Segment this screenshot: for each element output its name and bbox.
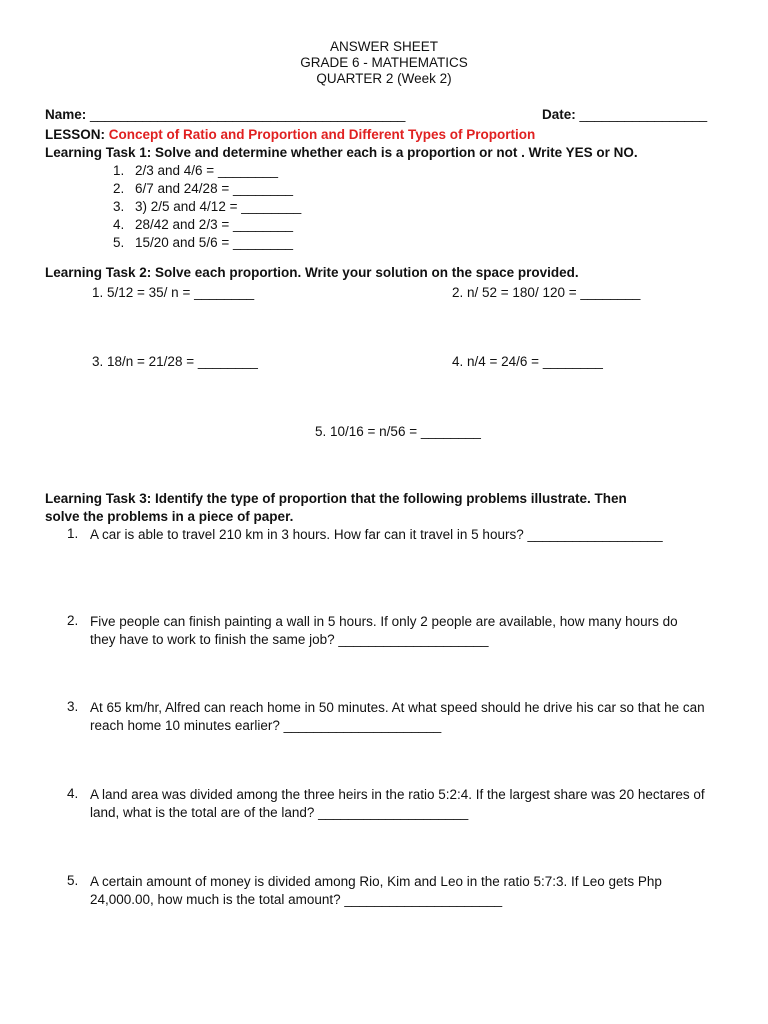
- task1-item-number: 4.: [113, 217, 125, 232]
- task1-item: [113, 181, 293, 196]
- task1-item-text: 2/3 and 4/6 = ________: [135, 163, 279, 178]
- task1-item: [113, 199, 301, 214]
- date-blank: _________________: [579, 107, 708, 122]
- task3-item: [0, 526, 768, 546]
- task1-item: [113, 163, 278, 178]
- task3-item-number: 3.: [67, 699, 79, 714]
- task3-item-number: 5.: [67, 873, 79, 888]
- task3-item-number: 4.: [67, 786, 79, 801]
- sheet-subject: GRADE 6 - MATHEMATICS: [300, 55, 468, 70]
- task2-item: 4. n/4 = 24/6 = ________: [452, 354, 603, 369]
- task3-item: [0, 873, 768, 913]
- date-label: Date:: [542, 107, 576, 122]
- name-blank: __________________________________________: [90, 107, 406, 122]
- task2-item: 5. 10/16 = n/56 = ________: [315, 424, 481, 439]
- task3-item: [0, 786, 768, 826]
- task3-item-text: A land area was divided among the three heirs in the ratio 5:2:4. If the largest share was 20 hectares of land, what is the total are of the land? ____________________: [90, 787, 705, 820]
- task1-item: [113, 235, 293, 250]
- task3-item: [0, 699, 768, 739]
- sheet-title: ANSWER SHEET: [329, 39, 438, 54]
- task3-item-number: 1.: [67, 526, 79, 541]
- task2-item: 2. n/ 52 = 180/ 120 = ________: [452, 285, 641, 300]
- name-label: Name:: [45, 107, 87, 122]
- task3-instruction-continued: solve the problems in a piece of paper.: [45, 509, 294, 524]
- task3-instruction: Learning Task 3: Identify the type of proportion that the following problems illustrate. Then: [45, 491, 627, 506]
- task1-item-number: 1.: [113, 163, 125, 178]
- task1-item-text: 6/7 and 24/28 = ________: [135, 181, 294, 196]
- lesson-row: [45, 127, 535, 142]
- task1-instruction: Learning Task 1: Solve and determine whether each is a proportion or not . Write YES or NO.: [45, 145, 638, 160]
- task3-item-text: Five people can finish painting a wall in 5 hours. If only 2 people are available, how many hours do they have to work to finish the same job? ____________________: [90, 614, 678, 647]
- task2-instruction: Learning Task 2: Solve each proportion. Write your solution on the space provided.: [45, 265, 579, 280]
- task1-item-text: 3) 2/5 and 4/12 = ________: [135, 199, 302, 214]
- task2-item: 1. 5/12 = 35/ n = ________: [92, 285, 255, 300]
- task1-item-number: 5.: [113, 235, 125, 250]
- task1-item-number: 3.: [113, 199, 125, 214]
- task3-item-text: At 65 km/hr, Alfred can reach home in 50 minutes. At what speed should he drive his car so that he can reach home 10 minutes earlier? _____________________: [90, 700, 705, 733]
- task3-item-number: 2.: [67, 613, 79, 628]
- lesson-label: LESSON:: [45, 127, 106, 142]
- task1-item: [113, 217, 293, 232]
- task3-item-text: A car is able to travel 210 km in 3 hours. How far can it travel in 5 hours? __________________: [90, 527, 663, 542]
- task3-item: [0, 613, 768, 653]
- task1-item-number: 2.: [113, 181, 125, 196]
- task1-item-text: 28/42 and 2/3 = ________: [135, 217, 294, 232]
- sheet-quarter: QUARTER 2 (Week 2): [316, 71, 452, 86]
- date-row: [542, 107, 707, 122]
- task2-item: 3. 18/n = 21/28 = ________: [92, 354, 258, 369]
- task3-item-text: A certain amount of money is divided among Rio, Kim and Leo in the ratio 5:7:3. If Leo gets Php 24,000.00, how much is the total amount? _____________________: [90, 874, 662, 907]
- lesson-title: Concept of Ratio and Proportion and Different Types of Proportion: [108, 127, 536, 142]
- name-row: [45, 107, 405, 122]
- task1-item-text: 15/20 and 5/6 = ________: [135, 235, 294, 250]
